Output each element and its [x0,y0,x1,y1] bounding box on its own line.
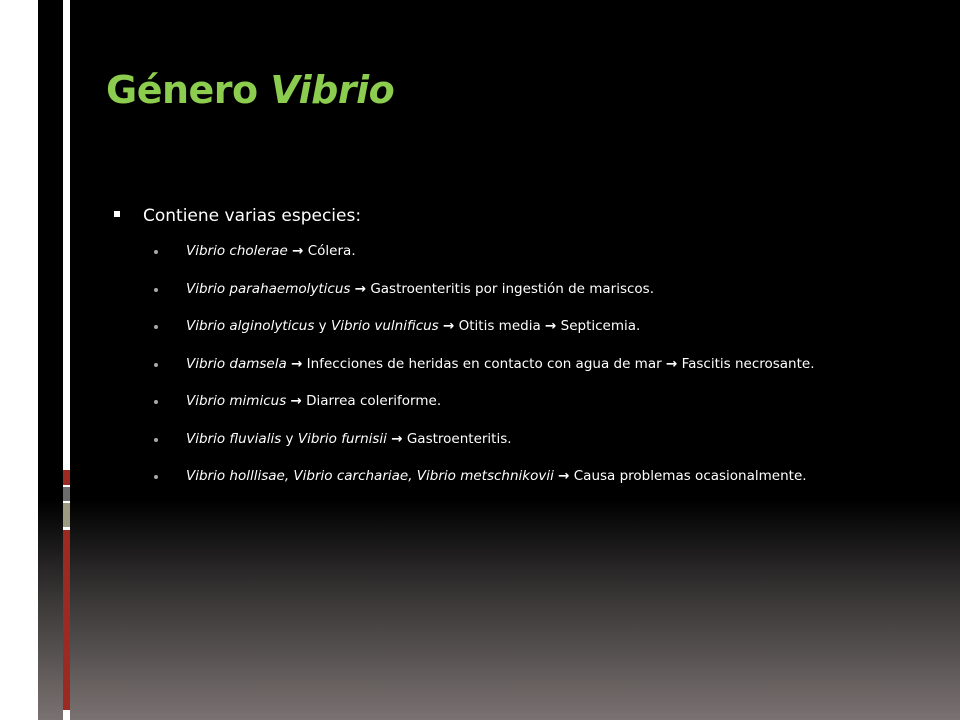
species-name: Vibrio damsela [186,355,287,372]
conjunction: y [285,430,294,447]
arrow-right-icon: → [391,430,403,447]
item-text: Gastroenteritis por ingestión de mariscos. [370,280,654,297]
arrow-right-icon: → [545,318,557,334]
title-italic: Vibrio [270,68,395,112]
conjunction: y [318,318,327,334]
bullet-dot-icon [154,325,158,329]
decorative-bar-olive [63,503,70,527]
bullet-dot-icon [154,438,158,442]
item-text: Causa problemas ocasionalmente. [573,468,807,484]
list-item [154,318,815,356]
species-name: Vibrio cholerae [186,243,288,259]
decorative-bar-red-long [63,530,70,710]
list-item [154,431,815,469]
arrow-right-icon: → [292,243,304,259]
bullet-dot-icon [154,400,158,404]
species-name: Vibrio holllisae, Vibrio carchariae, Vibrio metschnikovii [186,468,554,484]
item-text: Septicemia. [560,318,641,334]
bullet-dot-icon [154,288,158,292]
list-item [154,243,815,281]
item-text: Infecciones de heridas en contacto con agua de mar [306,355,662,372]
title-regular: Género [106,68,258,112]
item-text: Otitis media [458,318,541,334]
species-name: Vibrio fluvialis [186,430,282,447]
list-item [154,393,815,431]
species-list [154,243,815,506]
species-name: Vibrio vulnificus [330,318,439,334]
species-name: Vibrio furnisii [297,430,387,447]
bullet-dot-icon [154,363,158,367]
list-item [154,281,815,319]
item-text: Diarrea coleriforme. [306,393,442,409]
species-name: Vibrio alginolyticus [186,318,315,334]
main-bullet [114,206,361,226]
item-text: Gastroenteritis. [406,430,512,447]
decorative-bar-red [63,470,70,485]
list-item [154,468,815,506]
main-bullet-text: Contiene varias especies: [143,206,362,226]
arrow-right-icon: → [290,393,302,409]
bullet-dot-icon [154,250,158,254]
left-margin [0,0,38,720]
list-item [154,356,815,394]
arrow-right-icon: → [558,468,570,484]
arrow-right-icon: → [443,318,455,334]
square-bullet-icon [114,211,120,217]
item-text: Cólera. [307,243,356,259]
decorative-bar-gray [63,487,70,501]
item-text: Fascitis necrosante. [681,355,815,372]
species-name: Vibrio mimicus [186,393,287,409]
arrow-right-icon: → [354,280,367,297]
species-name: Vibrio parahaemolyticus [186,280,351,297]
arrow-right-icon: → [291,355,303,372]
bullet-dot-icon [154,475,158,479]
arrow-right-icon: → [665,355,678,372]
slide-title [106,68,394,112]
